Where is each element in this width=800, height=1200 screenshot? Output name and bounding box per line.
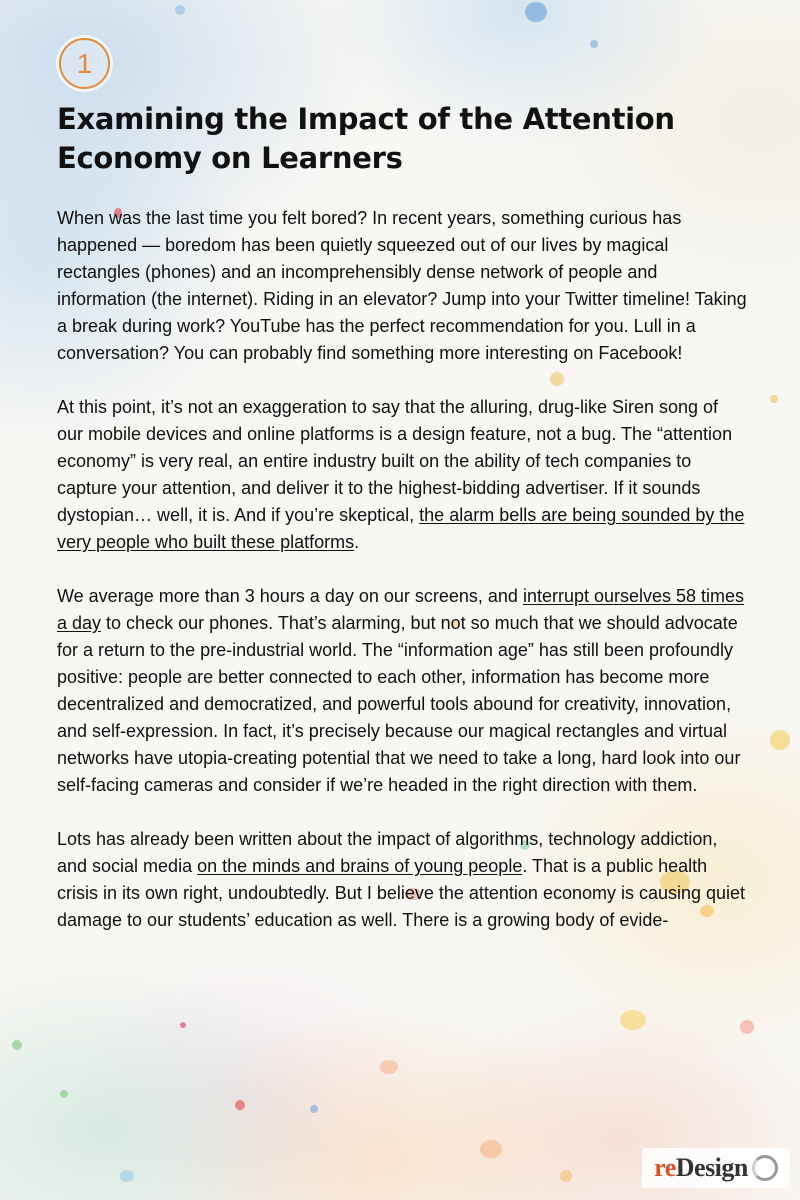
redesign-logo <box>642 1148 790 1188</box>
paragraph-1 <box>57 205 747 367</box>
logo-wordmark <box>654 1155 748 1181</box>
logo-ring-icon <box>752 1155 778 1181</box>
paragraph-4 <box>57 826 747 934</box>
section-number-badge <box>59 38 110 89</box>
logo-suffix: Design <box>675 1153 748 1182</box>
paragraph-3 <box>57 583 747 799</box>
paragraph-2-end: . <box>354 532 360 552</box>
interrupt-ourselves-link[interactable]: interrupt ourselves 58 times a day <box>57 586 745 633</box>
paragraph-3-start: We average more than 3 hours a day on our screens, and <box>57 586 523 606</box>
paragraph-3-text: to check our phones. That’s alarming, but not so much that we should advocate for a return to the pre-industrial world. The “information age” has still been profoundly positive: people are better connected to each other, information has become more decentralized and democratized, and powerful tools abound for creativity, innovation, and self-expression. In fact, it’s precisely because our magical rectangles and virtual networks have utopia-creating potential that we need to take a long, hard look into our self-facing cameras and consider if we’re headed in the right direction with them. <box>57 613 741 795</box>
young-people-link[interactable]: on the minds and brains of young people <box>197 856 523 876</box>
paragraph-4-start: Lots has already been written about the impact of algorithms, technology addiction, and social media <box>57 829 718 876</box>
paragraph-1-text: When was the last time you felt bored? In recent years, something curious has happened — boredom has been quietly squeezed out of our lives by magical rectangles (phones) and an incomprehensibly dense network of people and information (the internet). Riding in an elevator? Jump into your Twitter timeline! Taking a break during work? YouTube has the perfect recommendation for you. Lull in a conversation? You can probably find something more interesting on Facebook! <box>57 208 747 363</box>
paragraph-2 <box>57 394 747 556</box>
logo-prefix: re <box>654 1153 676 1182</box>
page-title: Examining the Impact of the Attention Economy on Learners <box>57 102 675 175</box>
alarm-bells-link[interactable]: the alarm bells are being sounded by the very people who built these platforms <box>57 505 745 552</box>
article-body <box>57 205 747 961</box>
paragraph-4-text: . That is a public health crisis in its own right, undoubtedly. But I believe the attention economy is causing quiet damage to our students’ education as well. There is a growing body of evide- <box>57 856 746 930</box>
section-number: 1 <box>76 47 93 79</box>
paragraph-2-text: At this point, it’s not an exaggeration to say that the alluring, drug-like Siren song of our mobile devices and online platforms is a design feature, not a bug. The “attention economy” is very real, an entire industry built on the ability of tech companies to capture your attention, and deliver it to the highest-bidding advertiser. If it sounds dystopian… well, it is. And if you’re skeptical, <box>57 397 733 525</box>
